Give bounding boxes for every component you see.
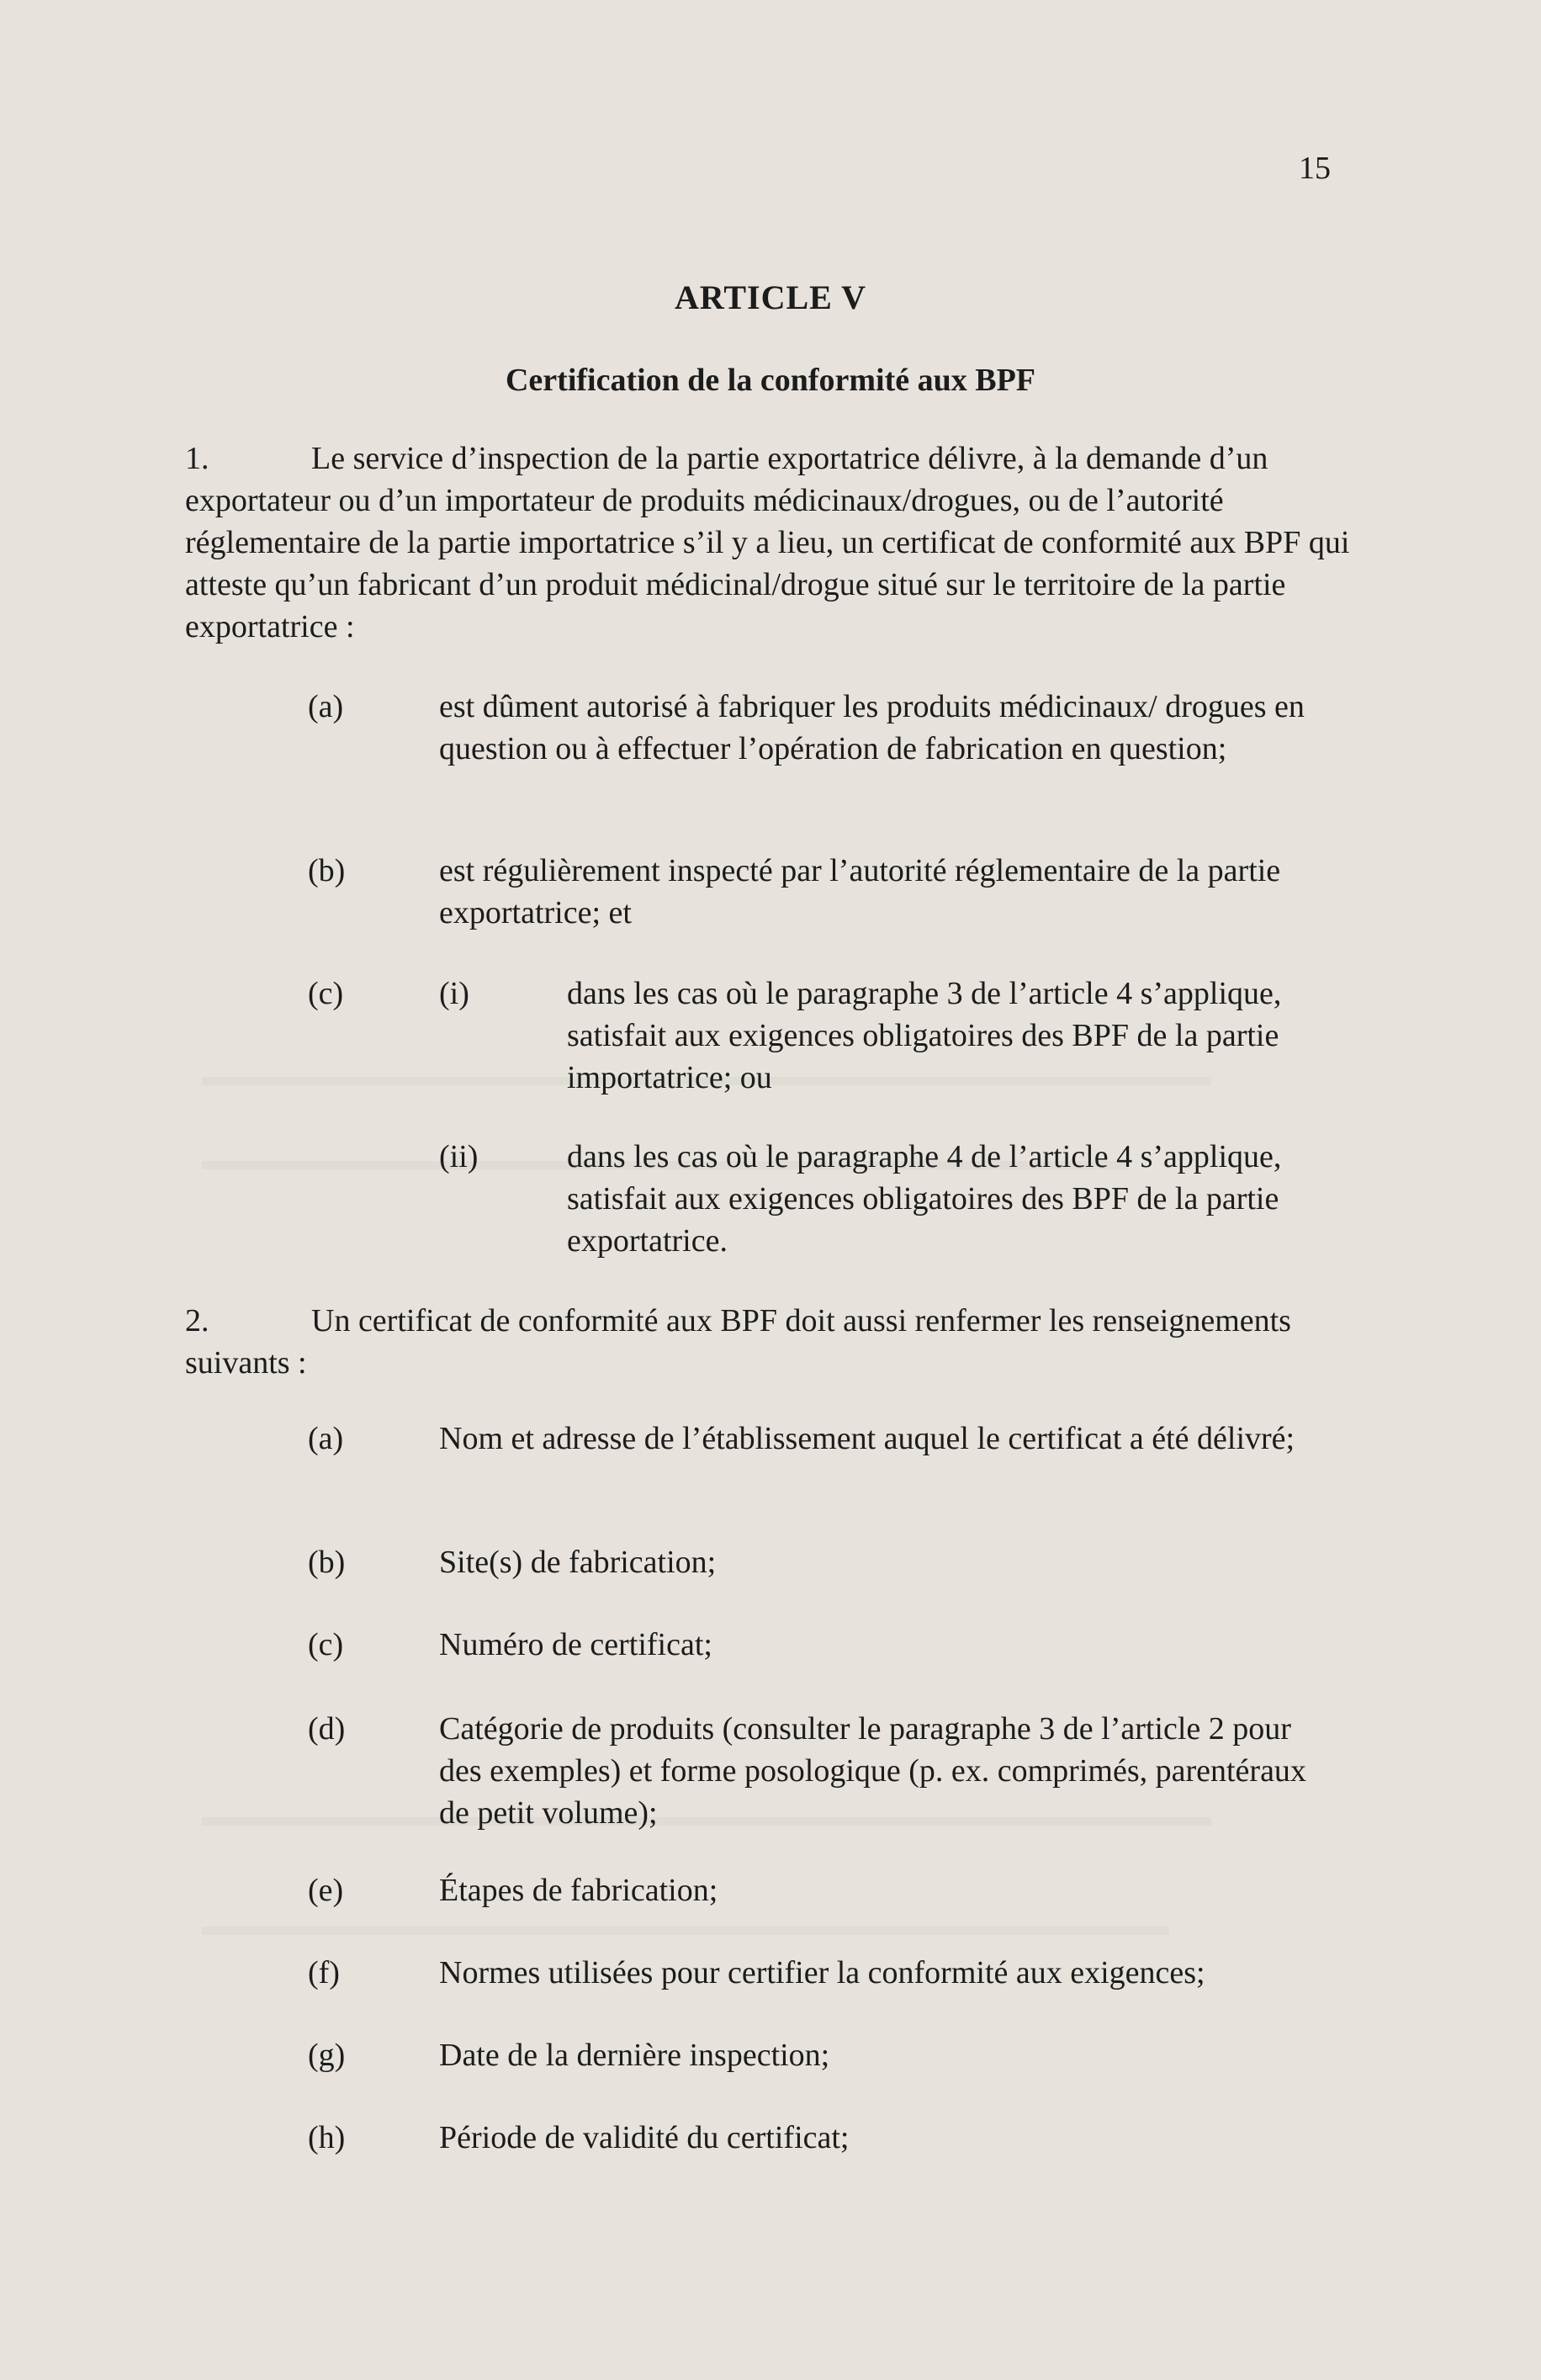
p2-item-c-label: (c) — [308, 1627, 344, 1662]
paragraph-1-number: 1. — [185, 441, 209, 476]
p2-item-c-text: Numéro de certificat; — [439, 1627, 712, 1662]
paragraph-2-text: Un certificat de conformité aux BPF doit aussi renfermer les renseignements suivants : — [185, 1303, 1291, 1381]
p1-item-b-label: (b) — [308, 853, 346, 888]
p2-item-f-label: (f) — [308, 1955, 340, 1990]
p2-item-d-text: Catégorie de produits (consulter le paragraphe 3 de l’article 2 pour des exemples) et forme posologique (p. ex. comprimés, parentéraux de petit volume); — [439, 1711, 1306, 1831]
p2-item-h-label: (h) — [308, 2120, 346, 2155]
paragraph-2-number: 2. — [185, 1303, 209, 1338]
p1-item-c-ii-text: dans les cas où le paragraphe 4 de l’article 4 s’applique, satisfait aux exigences obligatoires des BPF de la partie exportatrice. — [567, 1139, 1282, 1259]
p2-item-g-label: (g) — [308, 2038, 346, 2073]
p2-item-a-text: Nom et adresse de l’établissement auquel le certificat a été délivré; — [439, 1421, 1295, 1456]
p2-item-b-text: Site(s) de fabrication; — [439, 1545, 717, 1580]
p1-item-c-i-text: dans les cas où le paragraphe 3 de l’article 4 s’applique, satisfait aux exigences obligatoires des BPF de la partie importatrice; ou — [567, 976, 1282, 1095]
p1-item-c-ii-label: (ii) — [439, 1139, 479, 1174]
p2-item-e-label: (e) — [308, 1873, 344, 1908]
article-title: ARTICLE V — [674, 278, 867, 316]
paragraph-2 — [185, 1300, 1363, 1384]
p2-item-f-text: Normes utilisées pour certifier la conformité aux exigences; — [439, 1955, 1205, 1990]
p1-item-c-label: (c) — [308, 976, 344, 1011]
p1-item-c-i-label: (i) — [439, 976, 469, 1011]
p2-item-d-label: (d) — [308, 1711, 346, 1747]
page-number: 15 — [1299, 151, 1331, 186]
p2-item-h-text: Période de validité du certificat; — [439, 2120, 850, 2155]
p1-item-b-text: est régulièrement inspecté par l’autorité réglementaire de la partie exportatrice; et — [439, 853, 1281, 930]
paragraph-1-text: Le service d’inspection de la partie exportatrice délivre, à la demande d’un exportateur ou d’un importateur de produits médicinaux/drogues, ou de l’autorité réglementaire de la partie importatrice s’il y a lieu, un certificat de conformité aux BPF qui atteste qu’un fabricant d’un produit médicinal/drogue situé sur le territoire de la partie exportatrice : — [185, 441, 1350, 644]
p2-item-a-label: (a) — [308, 1421, 344, 1456]
paragraph-1 — [185, 437, 1363, 648]
p2-item-b-label: (b) — [308, 1545, 346, 1580]
article-subtitle: Certification de la conformité aux BPF — [505, 363, 1036, 398]
p2-item-g-text: Date de la dernière inspection; — [439, 2038, 830, 2073]
p2-item-e-text: Étapes de fabrication; — [439, 1873, 718, 1908]
p1-item-a-text: est dûment autorisé à fabriquer les produits médicinaux/ drogues en question ou à effectuer l’opération de fabrication en question; — [439, 689, 1305, 766]
p1-item-a-label: (a) — [308, 689, 344, 724]
